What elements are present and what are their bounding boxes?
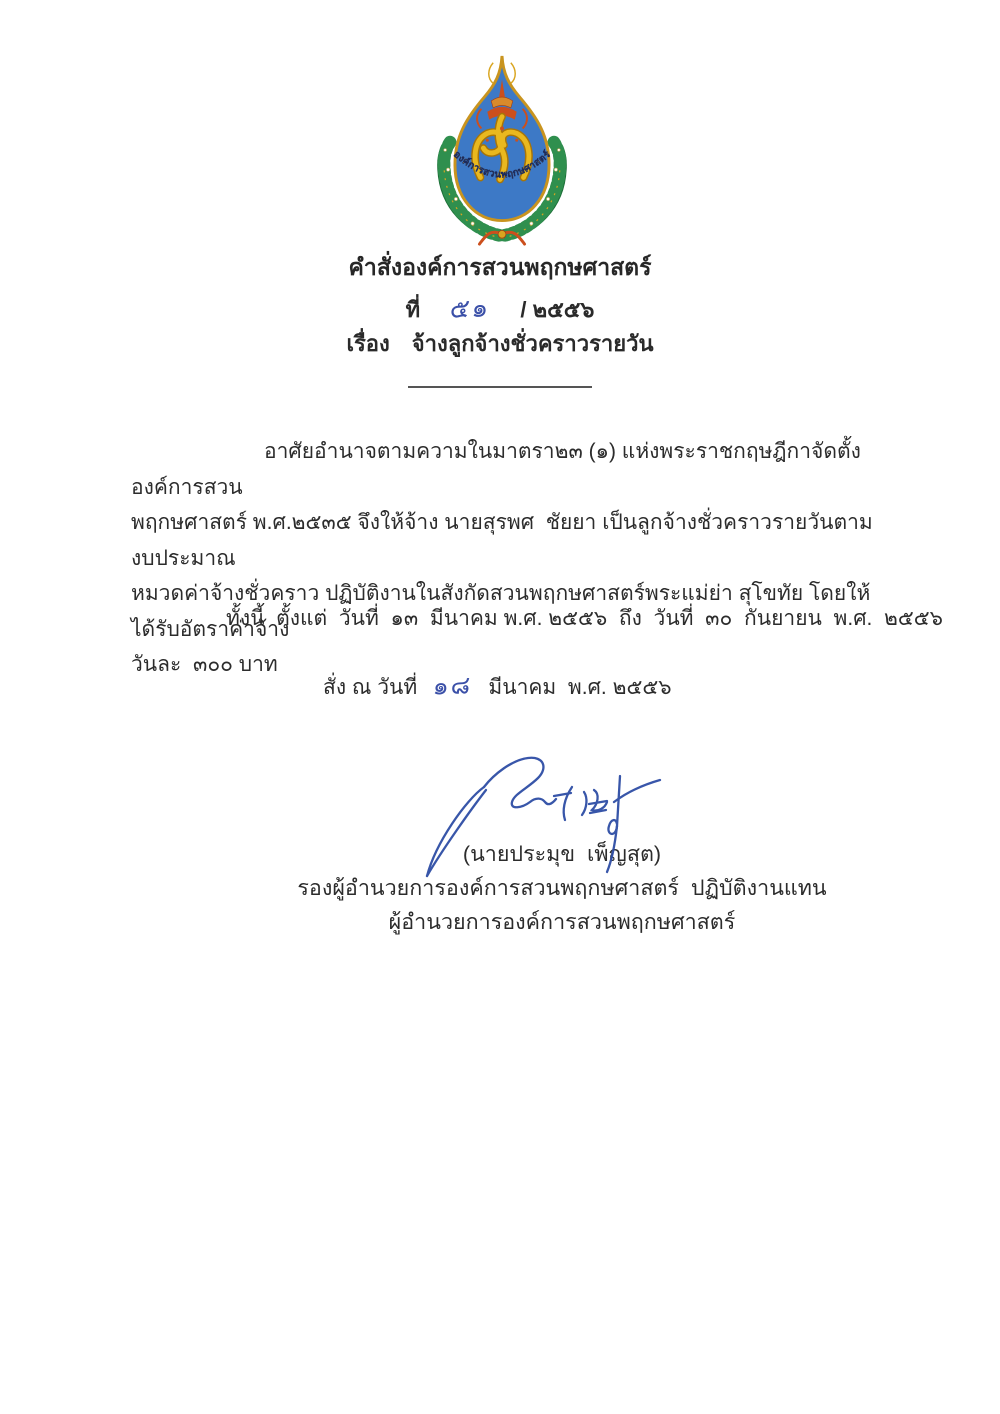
- order-number-year: / ๒๕๕๖: [520, 297, 595, 322]
- order-number-handwritten: ๕๑: [449, 292, 492, 324]
- body-line-1: อาศัยอำนาจตามความในมาตรา๒๓ (๑) แห่งพระราชกฤษฎีกาจัดตั้งองค์การสวน: [131, 440, 861, 499]
- signer-name: (นายประมุข เพ็ญสุต): [462, 842, 662, 866]
- body-line-3: หมวดค่าจ้างชั่วคราว ปฏิบัติงานในสังกัดสวนพฤกษศาสตร์พระแม่ย่า สุโขทัย โดยให้ได้รับอัตราค่าจ้าง: [131, 582, 871, 641]
- org-emblem-icon: [428, 52, 576, 248]
- issued-date-prefix: สั่ง ณ วันที่: [323, 676, 418, 699]
- signer-position-line-2: ผู้อำนวยการองค์การสวนพฤกษศาสตร์: [388, 910, 736, 934]
- effective-dates-line: ทั้งนี้ ตั้งแต่ วันที่ ๑๓ มีนาคม พ.ศ. ๒๕๕๖ ถึง วันที่ ๓๐ กันยายน พ.ศ. ๒๕๕๖: [226, 607, 943, 630]
- subject-text: จ้างลูกจ้างชั่วคราวรายวัน: [411, 331, 654, 356]
- body-line-4: วันละ ๓๐๐ บาท: [131, 653, 278, 676]
- body-line-2: พฤกษศาสตร์ พ.ศ.๒๕๓๕ จึงให้จ้าง นายสุรพศ ชัยยา เป็นลูกจ้างชั่วคราวรายวันตามงบประมาณ: [131, 511, 873, 570]
- emblem-banner-text: องค์การสวนพฤกษศาสตร์: [451, 149, 553, 181]
- body-paragraph-1: [131, 434, 879, 683]
- issued-date-line: [131, 666, 1000, 706]
- signer-position-line-1: รองผู้อำนวยการองค์การสวนพฤกษศาสตร์ ปฏิบัติงานแทน: [297, 876, 827, 900]
- subject-label: เรื่อง: [346, 331, 390, 356]
- signature-ink: [408, 738, 678, 898]
- header-divider: [408, 386, 592, 388]
- issued-date-suffix: มีนาคม พ.ศ. ๒๕๕๖: [488, 676, 672, 699]
- order-title: คำสั่งองค์การสวนพฤกษศาสตร์: [348, 254, 652, 280]
- issued-date-handwritten: ๑๘: [432, 671, 474, 701]
- order-number-label: ที่: [405, 297, 421, 322]
- order-number-line: [0, 288, 1000, 329]
- subject-line: [0, 326, 1000, 361]
